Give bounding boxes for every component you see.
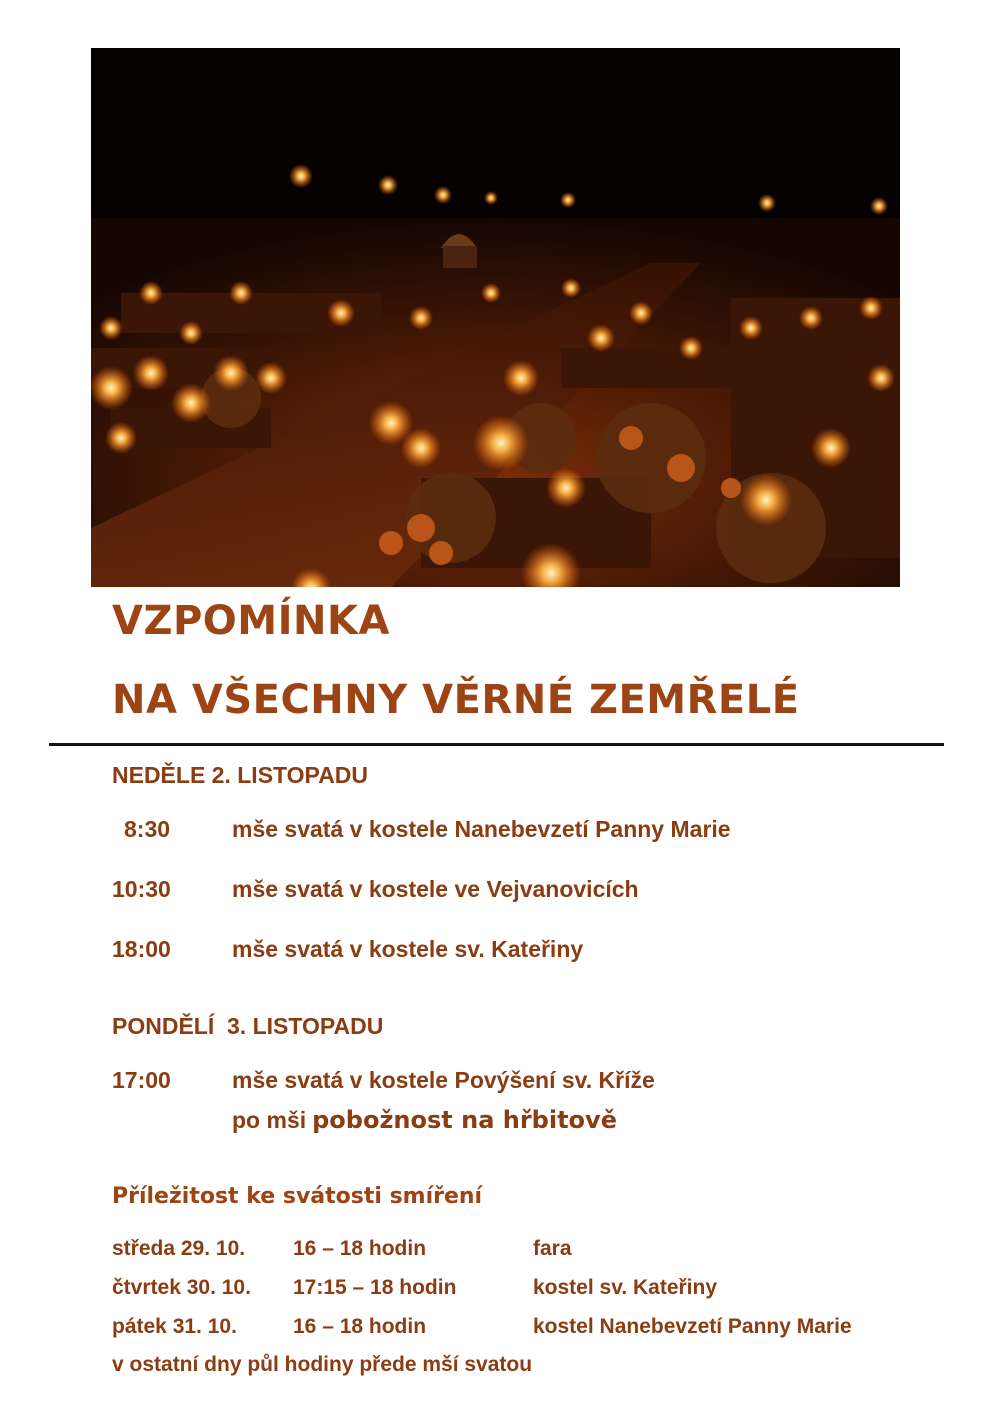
confession-day: středa 29. 10. [112,1237,246,1260]
devotion-emphasis: pobožnost na hřbitově [312,1106,617,1134]
confession-note: v ostatní dny půl hodiny přede mší svatou [112,1353,533,1376]
mass-row [0,816,992,850]
mass-description: mše svatá v kostele Nanebevzetí Panny Marie [232,816,731,842]
confession-row [0,1315,992,1345]
confession-hours: 16 – 18 hodin [293,1315,427,1338]
confession-hours: 17:15 – 18 hodin [293,1276,457,1299]
title-line-1: VZPOMÍNKA [112,598,390,644]
horizontal-divider [49,743,944,746]
mass-time: 18:00 [112,936,171,962]
devotion-prefix: po mši [232,1107,307,1133]
confession-hours: 16 – 18 hodin [293,1237,427,1260]
confession-place: kostel sv. Kateřiny [533,1276,718,1299]
mass-description: mše svatá v kostele sv. Kateřiny [232,936,584,962]
mass-description: mše svatá v kostele ve Vejvanovicích [232,876,639,902]
mass-row [0,936,992,970]
sunday-heading: NEDĚLE 2. LISTOPADU [112,762,369,788]
mass-description: mše svatá v kostele Povýšení sv. Kříže [232,1067,655,1093]
mass-row [0,876,992,910]
mass-time: 8:30 [124,816,171,842]
mass-row [0,1067,992,1101]
mass-time: 17:00 [112,1067,171,1093]
confession-heading: Příležitost ke svátosti smíření [112,1184,483,1209]
mass-time: 10:30 [112,876,171,902]
cemetery-candles-photo [91,48,900,587]
devotion-row [0,1106,992,1140]
confession-row [0,1237,992,1267]
confession-row [0,1276,992,1306]
confession-day: čtvrtek 30. 10. [112,1276,251,1299]
monday-heading: PONDĚLÍ 3. LISTOPADU [112,1013,384,1039]
confession-place: fara [533,1237,572,1260]
title-line-2: NA VŠECHNY VĚRNÉ ZEMŘELÉ [112,677,800,723]
confession-place: kostel Nanebevzetí Panny Marie [533,1315,852,1338]
devotion-text [232,1106,617,1134]
confession-day: pátek 31. 10. [112,1315,237,1338]
